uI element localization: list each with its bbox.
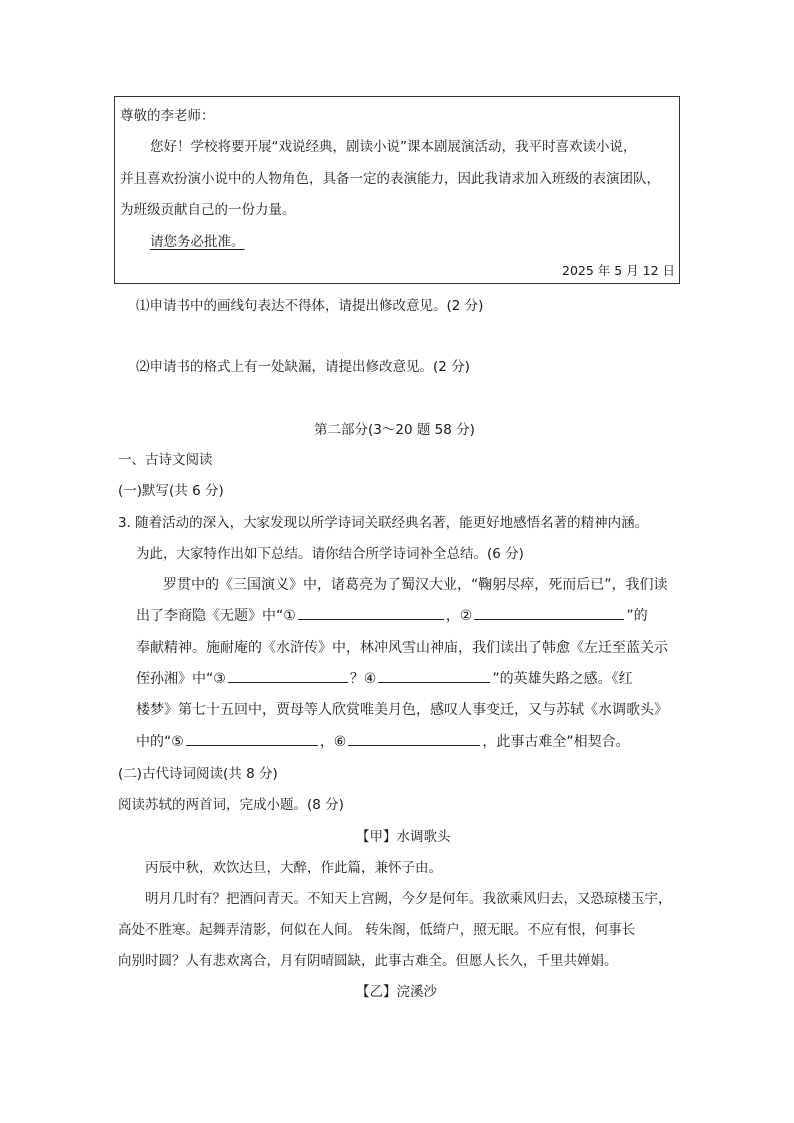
summary-line2 xyxy=(136,605,648,625)
subsection-dictation: (一)默写(共 6 分) xyxy=(118,483,224,499)
summary-line6-text-a: 中的“⑤ xyxy=(136,734,184,750)
poem1-title: 【甲】水调歌头 xyxy=(356,829,451,845)
summary-line2-text-c: ”的 xyxy=(626,608,648,624)
blank-4[interactable] xyxy=(378,668,490,683)
blank-1[interactable] xyxy=(298,605,444,620)
summary-line4-text-a: 侄孙湘》中“③ xyxy=(136,671,226,687)
poem1-line1: 明月几时有？把酒问青天。不知天上宫阙，今夕是何年。我欲乘风归去，又恐琼楼玉宇， xyxy=(145,891,672,907)
application-letter-box xyxy=(114,96,680,284)
poem1-line3: 向别时圆？人有悲欢离合，月有阴晴圆缺，此事古难全。但愿人长久，千里共婵娟。 xyxy=(118,953,618,969)
letter-date: 2025 年 5 月 12 日 xyxy=(562,263,676,278)
summary-line6-text-b: ，⑥ xyxy=(319,734,347,750)
question-2: ⑵申请书的格式上有一处缺漏，请提出修改意见。(2 分) xyxy=(136,359,470,375)
part2-heading: 第二部分(3～20 题 58 分) xyxy=(314,422,475,438)
poem1-line2: 高处不胜寒。起舞弄清影，何似在人间。 转朱阁，低绮户，照无眠。不应有恨，何事长 xyxy=(118,922,636,938)
question-3-line1: 3. 随着活动的深入，大家发现以所学诗词关联经典名著，能更好地感悟名著的精神内涵。 xyxy=(118,515,649,531)
summary-line4 xyxy=(136,668,633,688)
letter-body-line3: 为班级贡献自己的一份力量。 xyxy=(120,202,296,218)
summary-line6-text-c: ，此事古难全”相契合。 xyxy=(482,734,630,750)
subsection-poetry-reading: (二)古代诗词阅读(共 8 分) xyxy=(118,766,278,782)
poem1-preface: 丙辰中秋，欢饮达旦，大醉，作此篇，兼怀子由。 xyxy=(145,860,442,876)
summary-line3: 奉献精神。施耐庵的《水浒传》中，林冲风雪山神庙，我们读出了韩愈《左迁至蓝关示 xyxy=(136,640,668,656)
summary-line6 xyxy=(136,731,630,751)
summary-line1: 罗贯中的《三国演义》中，诸葛亮为了蜀汉大业，“鞠躬尽瘁，死而后已”，我们读 xyxy=(163,577,668,593)
summary-line4-text-b: ？④ xyxy=(349,671,377,687)
summary-line2-text-a: 出了李商隐《无题》中“① xyxy=(136,608,296,624)
summary-line5: 楼梦》第七十五回中，贾母等人欣赏唯美月色，感叹人事变迁，又与苏轼《水调歌头》 xyxy=(136,702,668,718)
letter-salutation: 尊敬的李老师： xyxy=(120,108,215,124)
letter-underlined-sentence: 请您务必批准。 xyxy=(150,234,245,250)
summary-line2-text-b: ，② xyxy=(445,608,473,624)
blank-3[interactable] xyxy=(228,668,348,683)
blank-2[interactable] xyxy=(474,605,624,620)
blank-6[interactable] xyxy=(348,731,480,746)
summary-line4-text-c: ”的英雄失路之感。《红 xyxy=(492,671,633,687)
blank-5[interactable] xyxy=(186,731,318,746)
section-ancient-poetry: 一、古诗文阅读 xyxy=(118,452,213,468)
reading-instruction: 阅读苏轼的两首词，完成小题。(8 分) xyxy=(118,797,344,813)
letter-body-line1: 您好！学校将要开展“戏说经典，剧读小说”课本剧展演活动，我平时喜欢读小说， xyxy=(150,139,637,155)
letter-body-line2: 并且喜欢扮演小说中的人物角色，具备一定的表演能力，因此我请求加入班级的表演团队， xyxy=(120,171,660,187)
question-1: ⑴申请书中的画线句表达不得体，请提出修改意见。(2 分) xyxy=(136,298,484,314)
question-3-line2: 为此，大家特作出如下总结。请你结合所学诗词补全总结。(6 分) xyxy=(136,546,524,562)
poem2-title: 【乙】浣溪沙 xyxy=(356,984,437,1000)
